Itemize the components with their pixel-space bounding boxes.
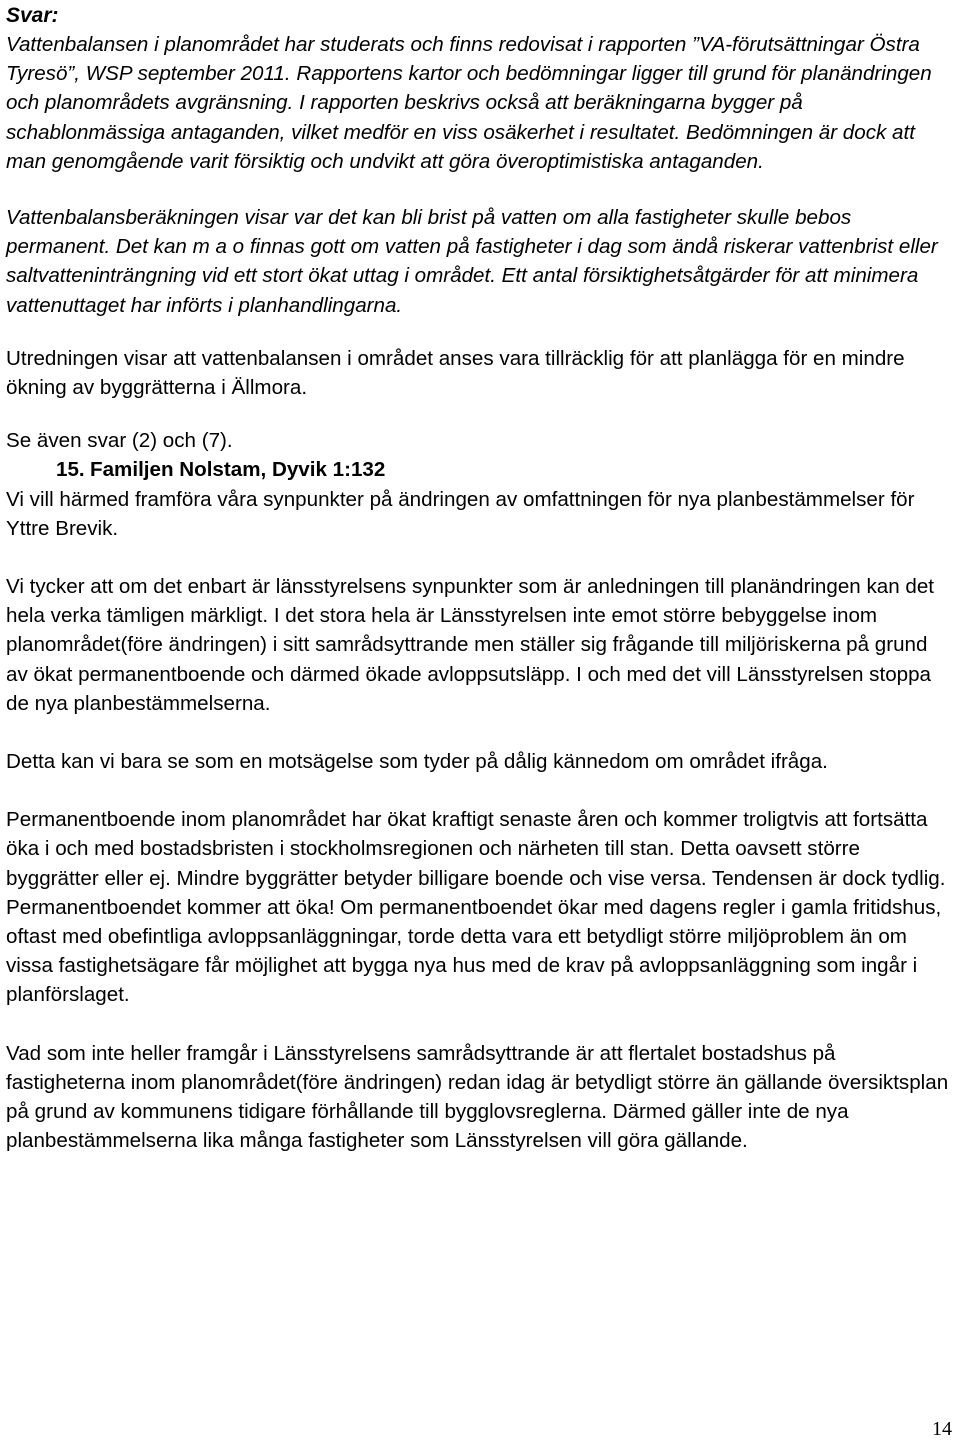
section-paragraph: Vi tycker att om det enbart är länsstyrelsens synpunkter som är anledningen till planändringen kan det hela verka tämligen märkligt. I det stora hela är Länsstyrelsen inte emot större bebyggelse inom planområdet(före ändringen) i sitt samrådsyttrande men ställer sig frågande till miljöriskerna på grund av ökat permanentboende och därmed ökade avloppsutsläpp. I och med det vill Länsstyrelsen stoppa de nya planbestämmelserna. <box>6 575 935 715</box>
answer-paragraph: Vattenbalansberäkningen visar var det kan bli brist på vatten om alla fastigheter skulle bebos permanent. Det kan m a o finnas gott om vatten på fastigheter i dag som ändå riskerar vattenbrist eller saltvatteninträngning vid ett stort ökat uttag i området. Ett antal försiktighetsåtgärder för att minimera vattenuttaget har införts i planhandlingarna. <box>6 206 938 317</box>
answer-label: Svar: <box>6 4 59 27</box>
page-number: 14 <box>932 1418 952 1440</box>
section-paragraph: Permanentboende inom planområdet har ökat kraftigt senaste åren och kommer troligtvis att fortsätta öka i och med bostadsbristen i stockholmsregionen och närheten till stan. Detta oavsett större byggrätter eller ej. Mindre byggrätter betyder billigare boende och vise versa. Tendensen är dock tydlig. Permanentboendet kommer att öka! Om permanentboendet ökar med dagens regler i gamla fritidshus, oftast med obefintliga avloppsanläggningar, torde detta vara ett betydligt större miljöproblem än om vissa fastighetsägare får möjlighet att bygga nya hus med de krav på avloppsanläggning som ingår i planförslaget. <box>6 808 946 1007</box>
section-paragraph: Vi vill härmed framföra våra synpunkter på ändringen av omfattningen för nya planbestämmelser för Yttre Brevik. <box>6 487 915 540</box>
section-heading <box>6 455 954 484</box>
section-title: Familjen Nolstam, Dyvik 1:132 <box>90 458 386 482</box>
section-paragraph: Vad som inte heller framgår i Länsstyrelsens samrådsyttrande är att flertalet bostadshus på fastigheterna inom planområdet(före ändringen) redan idag är betydligt större än gällande översiktsplan på grund av kommunens tidigare förhållande till bygglovsreglerna. Därmed gäller inte de nya planbestämmelserna lika många fastigheter som Länsstyrelsen vill göra gällande. <box>6 1041 949 1153</box>
answer-paragraph: Utredningen visar att vattenbalansen i området anses vara tillräcklig för att planlägga för en mindre ökning av byggrätterna i Ällmora. <box>6 346 905 400</box>
section-number: 15. <box>56 458 85 482</box>
section-paragraph: Detta kan vi bara se som en motsägelse som tyder på dålig kännedom om området ifråga. <box>6 750 828 774</box>
answer-reference: Se även svar (2) och (7). <box>6 429 233 453</box>
answer-paragraph: Vattenbalansen i planområdet har studerats och finns redovisat i rapporten ”VA-förutsättningar Östra Tyresö”, WSP september 2011. Rapportens kartor och bedömningar ligger till grund för planändringen och planområdets avgränsning. I rapporten beskrivs också att beräkningarna bygger på schablonmässiga antaganden, vilket medför en viss osäkerhet i resultatet. Bedömningen är dock att man genomgående varit försiktig och undvikt att göra överoptimistiska antaganden. <box>6 33 932 173</box>
document-page <box>6 0 954 1156</box>
